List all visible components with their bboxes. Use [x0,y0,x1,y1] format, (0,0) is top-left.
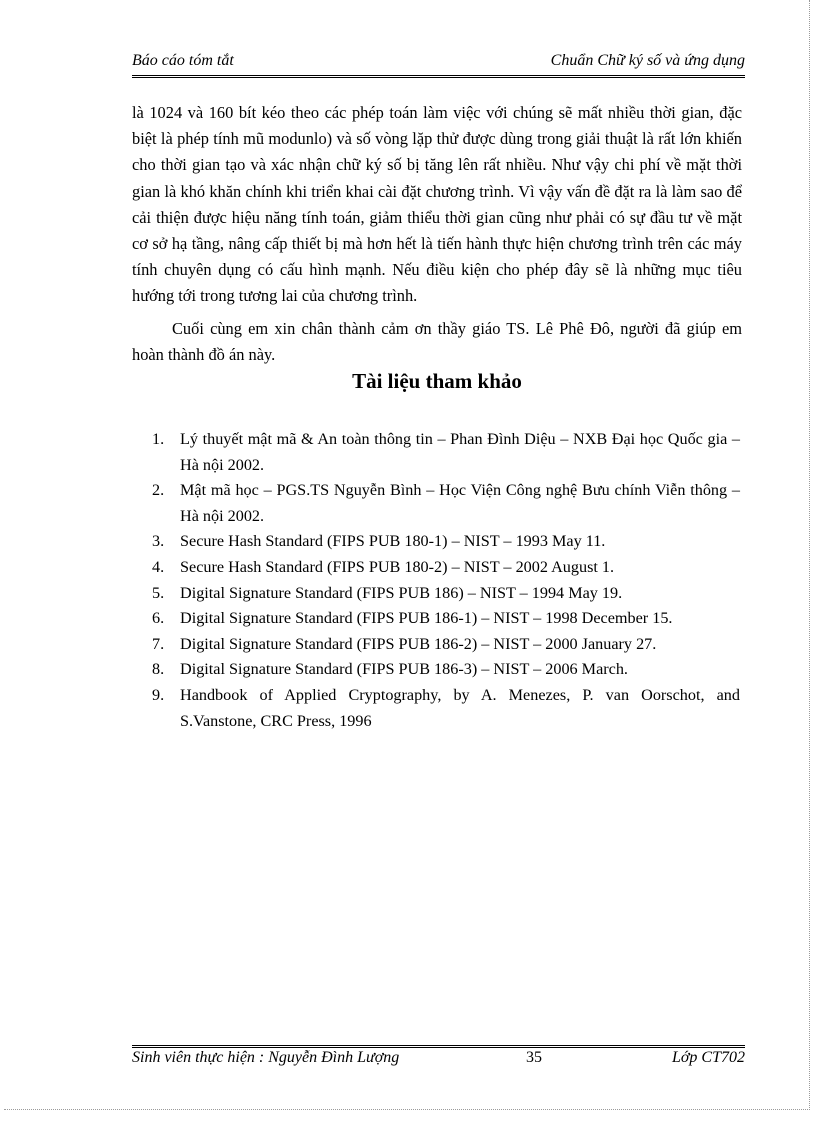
reference-text: Digital Signature Standard (FIPS PUB 186-1) – NIST – 1998 December 15. [180,609,673,628]
reference-text: Mật mã học – PGS.TS Nguyễn Bình – Học Viện Công nghệ Bưu chính Viễn thông – Hà nội 2002. [180,481,740,525]
reference-item [152,427,740,478]
header-left-text: Báo cáo tóm tắt [132,52,234,69]
header-divider [132,75,745,78]
reference-number: 9. [152,685,165,704]
page-footer [132,1049,745,1073]
reference-text: Digital Signature Standard (FIPS PUB 186) – NIST – 1994 May 19. [180,583,623,602]
body-paragraph-2: Cuối cùng em xin chân thành cảm ơn thầy giáo TS. Lê Phê Đô, người đã giúp em hoàn thành đồ án này. [132,318,742,364]
reference-text: Digital Signature Standard (FIPS PUB 186-3) – NIST – 2006 March. [180,660,628,679]
reference-number: 8. [152,660,165,679]
footer-class: Lớp CT702 [671,1049,745,1066]
reference-item [152,581,740,607]
references-list [152,427,740,734]
footer-divider [132,1045,745,1048]
reference-number: 5. [152,583,165,602]
reference-item [152,478,740,529]
reference-item [152,683,740,734]
reference-number: 6. [152,609,165,628]
reference-item [152,555,740,581]
reference-number: 1. [152,430,165,448]
reference-number: 2. [152,481,165,500]
reference-item [152,632,740,658]
reference-number: 4. [152,557,165,576]
reference-item [152,657,740,683]
reference-number: 7. [152,634,165,653]
reference-text: Lý thuyết mật mã & An toàn thông tin – Phan Đình Diệu – NXB Đại học Quốc gia – Hà nội 2002. [180,430,740,474]
reference-number: 3. [152,532,165,551]
page-header [132,52,745,76]
references-heading: Tài liệu tham khảo [352,369,522,393]
reference-item [152,606,740,632]
footer-author: Sinh viên thực hiện : Nguyễn Đình Lượng [132,1049,400,1066]
header-right-text: Chuẩn Chữ ký số và ứng dụng [550,52,745,69]
body-text [132,100,742,368]
reference-text: Secure Hash Standard (FIPS PUB 180-1) – NIST – 1993 May 11. [180,532,606,551]
reference-item [152,529,740,555]
reference-text: Handbook of Applied Cryptography, by A. Menezes, P. van Oorschot, and S.Vanstone, CRC Press, 1996 [180,685,740,730]
reference-text: Secure Hash Standard (FIPS PUB 180-2) – NIST – 2002 August 1. [180,557,615,576]
reference-text: Digital Signature Standard (FIPS PUB 186-2) – NIST – 2000 January 27. [180,634,657,653]
page-number: 35 [526,1049,542,1066]
body-paragraph-1: là 1024 và 160 bít kéo theo các phép toán làm việc với chúng sẽ mất nhiều thời gian, đặc biệt là phép tính mũ modunlo) và số vòng lặp thử được dùng trong giải thuật là rất lớn khiến cho thời gian tạo và xác nhận chữ ký số bị tăng lên rất nhiều. Như vậy chi phí về mặt thời gian là khó khăn chính khi triển khai cài đặt chương trình. Vì vậy vấn đề đặt ra là làm sao để cải thiện được hiệu năng tính toán, giảm thiểu thời gian cũng như phải có sự đầu tư về mặt cơ sở hạ tầng, nâng cấp thiết bị mà hơn hết là tiến hành thực hiện chương trình trên các máy tính chuyên dụng có cấu hình mạnh. Nếu điều kiện cho phép đây sẽ là những mục tiêu hướng tới trong tương lai của chương trình. [132,103,742,306]
